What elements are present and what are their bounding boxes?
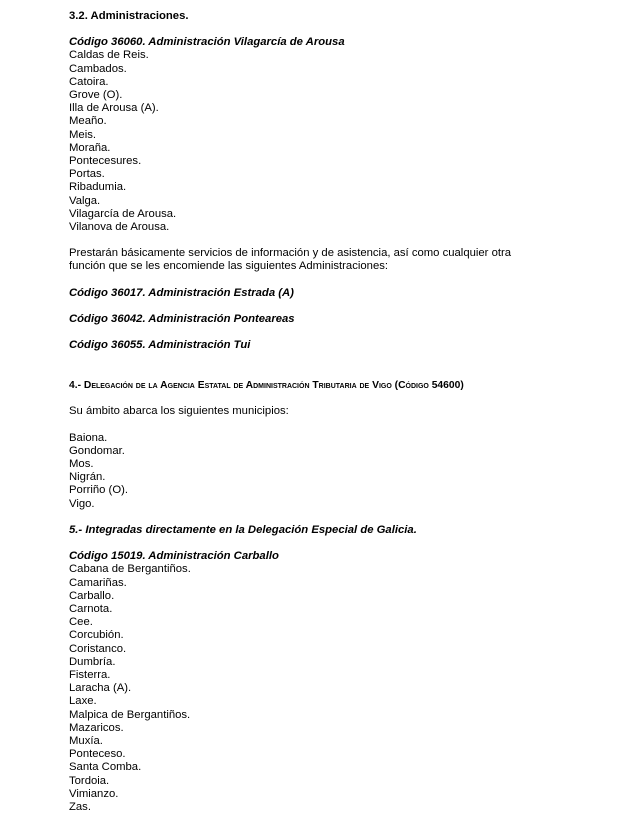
list-item: Ribadumia. — [69, 181, 127, 194]
list-item: Cabana de Bergantiños. — [69, 563, 191, 576]
services-paragraph: Prestarán básicamente servicios de información y de asistencia, así como cualquier otra función que se les encomiende las siguientes Administraciones: — [69, 247, 512, 273]
list-item: Cambados. — [69, 62, 127, 75]
admin-vilagarcia-heading: Código 36060. Administración Vilagarcía de Arousa — [69, 36, 345, 49]
list-item: Cee. — [69, 616, 93, 629]
municipality-list-carballo — [69, 563, 539, 814]
list-item: Nigrán. — [69, 471, 106, 484]
list-item: Gondomar. — [69, 444, 125, 457]
list-item: Baiona. — [69, 431, 108, 444]
municipality-list-vilagarcia — [69, 49, 539, 234]
list-item: Zas. — [69, 800, 91, 813]
list-item: Meis. — [69, 128, 96, 141]
municipality-list-vigo — [69, 432, 539, 511]
admin-estrada-heading: Código 36017. Administración Estrada (A) — [69, 286, 294, 299]
list-item: Vimianzo. — [69, 787, 119, 800]
list-item: Meaño. — [69, 115, 107, 128]
list-item: Vilagarcía de Arousa. — [69, 207, 177, 220]
list-item: Laxe. — [69, 695, 97, 708]
list-item: Caldas de Reis. — [69, 49, 149, 62]
section-3-2-title: 3.2. Administraciones. — [69, 10, 189, 22]
list-item: Valga. — [69, 194, 101, 207]
list-item: Laracha (A). — [69, 682, 132, 695]
list-item: Malpica de Bergantiños. — [69, 708, 191, 721]
admin-carballo-heading: Código 15019. Administración Carballo — [69, 550, 279, 563]
list-item: Mos. — [69, 458, 94, 471]
list-item: Coristanco. — [69, 642, 127, 655]
document-body — [69, 10, 539, 814]
list-item: Mazaricos. — [69, 721, 124, 734]
list-item: Fisterra. — [69, 668, 111, 681]
list-item: Portas. — [69, 168, 105, 181]
section-4-title: 4.- Delegación de la Agencia Estatal de Administración Tributaria de Vigo (Código 54600) — [69, 380, 464, 392]
list-item: Corcubión. — [69, 629, 124, 642]
list-item: Vigo. — [69, 497, 95, 510]
list-item: Ponteceso. — [69, 748, 126, 761]
section-4-intro: Su ámbito abarca los siguientes municipios: — [69, 405, 289, 418]
list-item: Pontecesures. — [69, 155, 142, 168]
list-item: Dumbría. — [69, 655, 116, 668]
admin-tui-heading: Código 36055. Administración Tui — [69, 339, 251, 352]
admin-ponteareas-heading: Código 36042. Administración Ponteareas — [69, 312, 295, 325]
list-item: Muxía. — [69, 734, 103, 747]
list-item: Grove (O). — [69, 89, 123, 102]
list-item: Porriño (O). — [69, 484, 129, 497]
list-item: Illa de Arousa (A). — [69, 102, 159, 115]
section-5-title: 5.- Integradas directamente en la Delegación Especial de Galicia. — [69, 523, 417, 536]
list-item: Camariñas. — [69, 576, 127, 589]
list-item: Catoira. — [69, 75, 109, 88]
list-item: Carnota. — [69, 602, 113, 615]
list-item: Santa Comba. — [69, 761, 142, 774]
list-item: Carballo. — [69, 589, 115, 602]
list-item: Vilanova de Arousa. — [69, 221, 170, 234]
list-item: Tordoia. — [69, 774, 110, 787]
list-item: Moraña. — [69, 141, 111, 154]
